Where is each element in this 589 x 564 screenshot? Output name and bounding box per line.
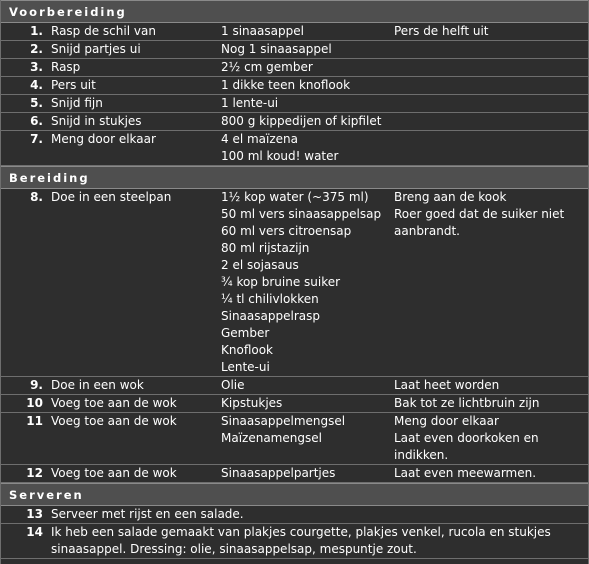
- ingredient-line: ¾ kop bruine suiker: [221, 275, 341, 289]
- step-text: [51, 524, 588, 558]
- step-ingredients: [221, 465, 394, 482]
- step-ingredients: [221, 131, 394, 165]
- step-number: 11: [26, 414, 43, 428]
- recipe-step-row: [1, 23, 588, 41]
- step-action: Doe in een wok: [51, 378, 144, 392]
- ingredient-line: Sinaasappelpartjes: [221, 466, 336, 480]
- step-notes: [394, 95, 588, 112]
- recipe-step-row: [1, 113, 588, 131]
- ingredient-line: Sinaasappelrasp: [221, 309, 320, 323]
- ingredient-line: Knoflook: [221, 343, 274, 357]
- recipe-step-row: [1, 506, 588, 524]
- ingredient-line: 800 g kippedijen of kipfilet: [221, 114, 382, 128]
- ingredient-line: 60 ml vers citroensap: [221, 224, 352, 238]
- recipe-step-row: [1, 131, 588, 166]
- step-number: 13: [26, 507, 43, 521]
- recipe-step-row: [1, 524, 588, 559]
- step-ingredients: [221, 113, 394, 130]
- step-number: 5.: [30, 96, 43, 110]
- step-ingredients: [221, 189, 394, 376]
- step-action: Voeg toe aan de wok: [51, 466, 177, 480]
- section-header: Serveren: [1, 483, 588, 506]
- step-ingredients: [221, 413, 394, 464]
- recipe-step-row: [1, 59, 588, 77]
- ingredient-line: 50 ml vers sinaasappelsap: [221, 207, 382, 221]
- step-number: 7.: [30, 132, 43, 146]
- recipe-step-row: [1, 77, 588, 95]
- step-text: [51, 506, 588, 523]
- note-line: Roer goed dat de suiker niet: [394, 207, 565, 221]
- step-ingredients: [221, 377, 394, 394]
- step-action: Snijd partjes ui: [51, 42, 141, 56]
- recipe-step-row: [1, 41, 588, 59]
- recipe-step-row: [1, 377, 588, 395]
- step-number: 4.: [30, 78, 43, 92]
- step-number: 14: [26, 525, 43, 539]
- ingredient-line: ¼ tl chilivlokken: [221, 292, 319, 306]
- step-action: Rasp de schil van: [51, 24, 156, 38]
- step-number: 3.: [30, 60, 43, 74]
- note-line: Laat heet worden: [394, 378, 500, 392]
- note-line: aanbrandt.: [394, 224, 460, 238]
- step-notes: [394, 413, 588, 464]
- ingredient-line: 1½ kop water (~375 ml): [221, 190, 369, 204]
- step-ingredients: [221, 95, 394, 112]
- step-notes: [394, 377, 588, 394]
- step-notes: [394, 23, 588, 40]
- ingredient-line: Olie: [221, 378, 245, 392]
- note-line: Laat even doorkoken en: [394, 431, 539, 445]
- step-notes: [394, 77, 588, 94]
- ingredient-line: 1 dikke teen knoflook: [221, 78, 351, 92]
- step-number: 12: [26, 466, 43, 480]
- step-ingredients: [221, 395, 394, 412]
- step-text-line: sinaasappel. Dressing: olie, sinaasappelsap, mespuntje zout.: [51, 542, 417, 556]
- step-ingredients: [221, 77, 394, 94]
- note-line: Breng aan de kook: [394, 190, 507, 204]
- step-text-line: Serveer met rijst en een salade.: [51, 507, 244, 521]
- step-ingredients: [221, 59, 394, 76]
- step-ingredients: [221, 23, 394, 40]
- step-action: Rasp: [51, 60, 81, 74]
- step-notes: [394, 465, 588, 482]
- step-number: 6.: [30, 114, 43, 128]
- ingredient-line: 1 sinaasappel: [221, 24, 304, 38]
- section-header: Voorbereiding: [1, 0, 588, 23]
- note-line: Bak tot ze lichtbruin zijn: [394, 396, 540, 410]
- note-line: Pers de helft uit: [394, 24, 489, 38]
- ingredient-line: 1 lente-ui: [221, 96, 279, 110]
- recipe-step-row: [1, 395, 588, 413]
- ingredient-line: Lente-ui: [221, 360, 270, 374]
- step-action: Doe in een steelpan: [51, 190, 172, 204]
- step-action: Voeg toe aan de wok: [51, 396, 177, 410]
- note-line: Laat even meewarmen.: [394, 466, 537, 480]
- ingredient-line: 2 el sojasaus: [221, 258, 299, 272]
- ingredient-line: Sinaasappelmengsel: [221, 414, 346, 428]
- step-number: 8.: [30, 190, 43, 204]
- step-action: Snijd in stukjes: [51, 114, 142, 128]
- step-notes: [394, 59, 588, 76]
- step-number: 10: [26, 396, 43, 410]
- ingredient-line: Kipstukjes: [221, 396, 283, 410]
- step-action: Voeg toe aan de wok: [51, 414, 177, 428]
- step-ingredients: [221, 41, 394, 58]
- note-line: Meng door elkaar: [394, 414, 499, 428]
- ingredient-line: 80 ml rijstazijn: [221, 241, 310, 255]
- step-notes: [394, 395, 588, 412]
- recipe-step-row: [1, 95, 588, 113]
- ingredient-line: Maïzenamengsel: [221, 431, 322, 445]
- step-notes: [394, 131, 588, 165]
- ingredient-line: Nog 1 sinaasappel: [221, 42, 332, 56]
- step-number: 1.: [30, 24, 43, 38]
- step-action: Meng door elkaar: [51, 132, 156, 146]
- step-notes: [394, 41, 588, 58]
- note-line: indikken.: [394, 448, 449, 462]
- recipe-step-row: [1, 189, 588, 377]
- step-number: 9.: [30, 378, 43, 392]
- ingredient-line: 4 el maïzena: [221, 132, 298, 146]
- step-action: Snijd fijn: [51, 96, 103, 110]
- ingredient-line: Gember: [221, 326, 270, 340]
- section-header: Bereiding: [1, 166, 588, 189]
- ingredient-line: 2½ cm gember: [221, 60, 313, 74]
- step-action: Pers uit: [51, 78, 96, 92]
- step-text-line: Ik heb een salade gemaakt van plakjes courgette, plakjes venkel, rucola en stukjes: [51, 525, 551, 539]
- step-notes: [394, 113, 588, 130]
- recipe-step-row: [1, 413, 588, 465]
- step-notes: [394, 189, 588, 376]
- recipe-step-row: [1, 465, 588, 483]
- step-number: 2.: [30, 42, 43, 56]
- ingredient-line: 100 ml koud! water: [221, 149, 339, 163]
